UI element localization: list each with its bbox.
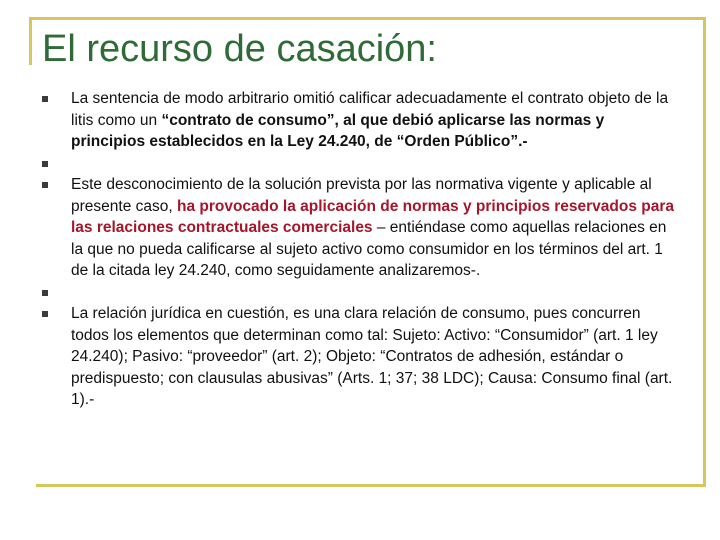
- bullet-item-empty-1: [38, 153, 678, 175]
- bullet-2-emphasis-text: ha provocado la aplicación de normas y principios reservados para las relaciones contractuales comerciales: [71, 197, 675, 236]
- frame-right-line: [703, 17, 706, 486]
- bullet-2-text-end: – entiéndase como aquellas relaciones en la que no pueda calificarse al sujeto activo como consumidor en los términos del art. 1 de la citada ley 24.240, como seguidamente analizaremos-.: [71, 219, 667, 279]
- bullet-1-text: La sentencia de modo arbitrario omitió calificar adecuadamente el contrato objeto de la litis como un: [71, 90, 669, 129]
- bullet-item-empty-2: [38, 282, 678, 304]
- frame-top-line: [29, 17, 706, 20]
- square-bullet-icon: [42, 311, 48, 317]
- bullet-2-text: Este desconocimiento de la solución prevista por las normativa vigente y aplicable al presente caso,: [71, 176, 652, 215]
- bullet-3-text: La relación jurídica en cuestión, es una clara relación de consumo, pues concurren todos los elementos que determinan como tal: Sujeto: Activo: “Consumidor” (art. 1 ley 24.240); Pasivo: “proveedor” (art. 2); Objeto: “Contratos de adhesión, estándar o predispuesto; con clausulas abusivas” (Arts. 1; 37; 38 LDC); Causa: Consumo final (art. 1).-: [71, 305, 673, 408]
- bullet-item-2: [38, 174, 678, 282]
- frame-bottom-line: [36, 484, 706, 487]
- square-bullet-icon: [42, 161, 48, 167]
- square-bullet-icon: [42, 96, 48, 102]
- slide-title: El recurso de casación:: [42, 28, 437, 70]
- bullet-item-1: [38, 88, 678, 153]
- frame-left-line: [29, 17, 32, 65]
- bullet-1-bold-text: “contrato de consumo”, al que debió aplicarse las normas y principios establecidos en la Ley 24.240, de “Orden Público”.-: [71, 111, 605, 150]
- square-bullet-icon: [42, 290, 48, 296]
- square-bullet-icon: [42, 182, 48, 188]
- bullet-list: [38, 88, 678, 411]
- bullet-item-3: [38, 303, 678, 411]
